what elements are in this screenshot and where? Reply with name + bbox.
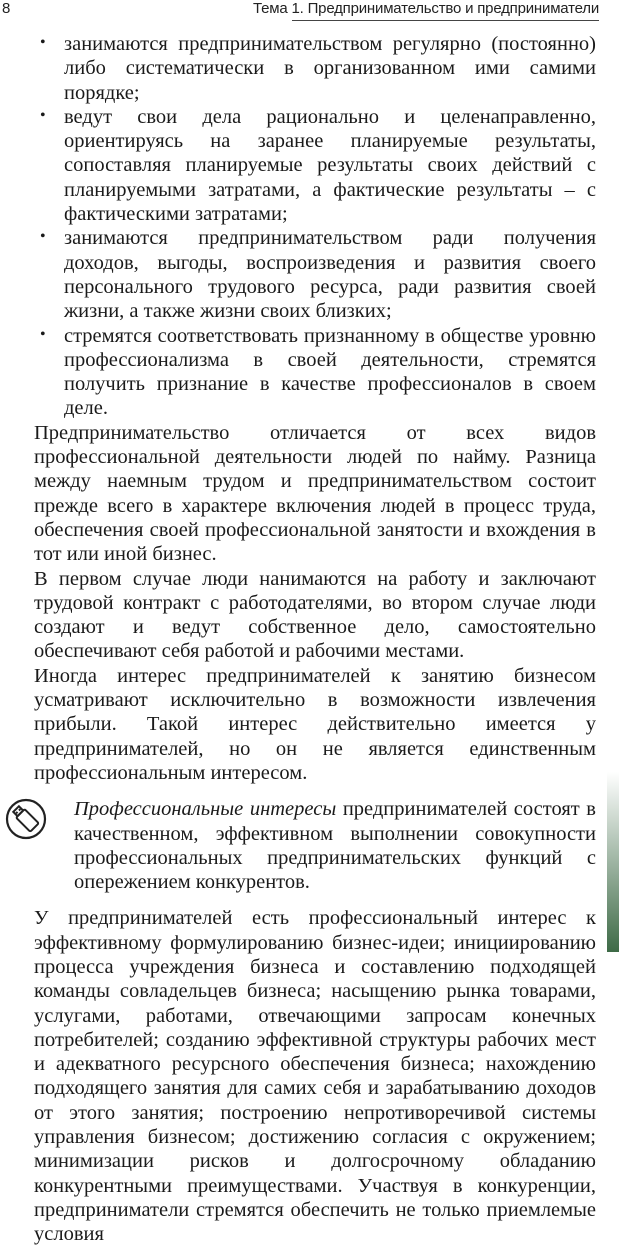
body-paragraph: Предпринимательство отличается от всех видов профессиональной деятельности людей по найму. Разница между наемным трудом и предпринимательством состоит прежде всего в характере включения людей в процесс труда, обеспечения своей профессиональной занятости и вхождения в тот или иной бизнес.	[34, 421, 596, 566]
definition-term: Профессиональные интересы	[74, 798, 337, 821]
page-body	[34, 32, 596, 1247]
header-rule	[292, 20, 599, 21]
final-paragraph: У предпринимателей есть профессиональный интерес к эффективному формулированию бизнес-идеи; инициированию процесса учреждения бизнеса и составлению подходящей команды совладельцев бизнеса; насыщению рынка товарами, услугами, работами, отвечающими запросам конечных потребителей; созданию эффективной структуры рабочих мест и адекватного ресурсного обеспечения бизнеса; нахождению подходящего занятия для самих себя и зарабатыванию доходов от этого занятия; построению непротиворечивой системы управления бизнесом; достижению согласия с окружением; минимизации рисков и долгосрочному обладанию конкурентными преимуществами. Участвуя в конкуренции, предприниматели стремятся обеспечить не только приемлемые условия	[34, 907, 596, 1246]
bullet-item: • занимаются предпринимательством ради получения доходов, выгоды, воспроизведения и развития своего персонального трудового ресурса, ради развития своей жизни, а также жизни своих близких;	[34, 226, 596, 323]
definition-text	[74, 797, 596, 894]
bullet-item: • занимаются предпринимательством регулярно (постоянно) либо систематически в организованном ими самими порядке;	[34, 32, 596, 105]
page-edge-mark	[607, 772, 619, 952]
bullet-list	[34, 32, 596, 421]
page-header	[0, 0, 621, 24]
bullet-item: • стремятся соответствовать признанному в обществе уровню профессионализма в своей деятельности, стремятся получить признание в качестве профессионалов в своем деле.	[34, 324, 596, 421]
body-paragraph: В первом случае люди нанимаются на работу и заключают трудовой контракт с работодателями, во втором случае люди создают и ведут собственное дело, самостоятельно обеспечивают себя работой и рабочими местами.	[34, 567, 596, 663]
definition-body: предпринимателей состоят в качественном, эффективном выполнении совокупности профессиональных предпринимательских функций с опережением конкурентов.	[74, 798, 596, 894]
definition-callout	[34, 797, 596, 894]
page-number: 8	[2, 0, 11, 17]
usb-key-icon	[4, 797, 48, 841]
bullet-item: • ведут свои дела рационально и целенаправленно, ориентируясь на заранее планируемые результаты, сопоставляя планируемые результаты своих действий с планируемыми затратами, а фактические результаты – с фактическими затратами;	[34, 105, 596, 226]
running-head: Тема 1. Предпринимательство и предприниматели	[253, 0, 599, 17]
body-paragraph: Иногда интерес предпринимателей к занятию бизнесом усматривают исключительно в возможности извлечения прибыли. Такой интерес действительно имеется у предпринимателей, но он не является единственным профессиональным интересом.	[34, 664, 596, 784]
